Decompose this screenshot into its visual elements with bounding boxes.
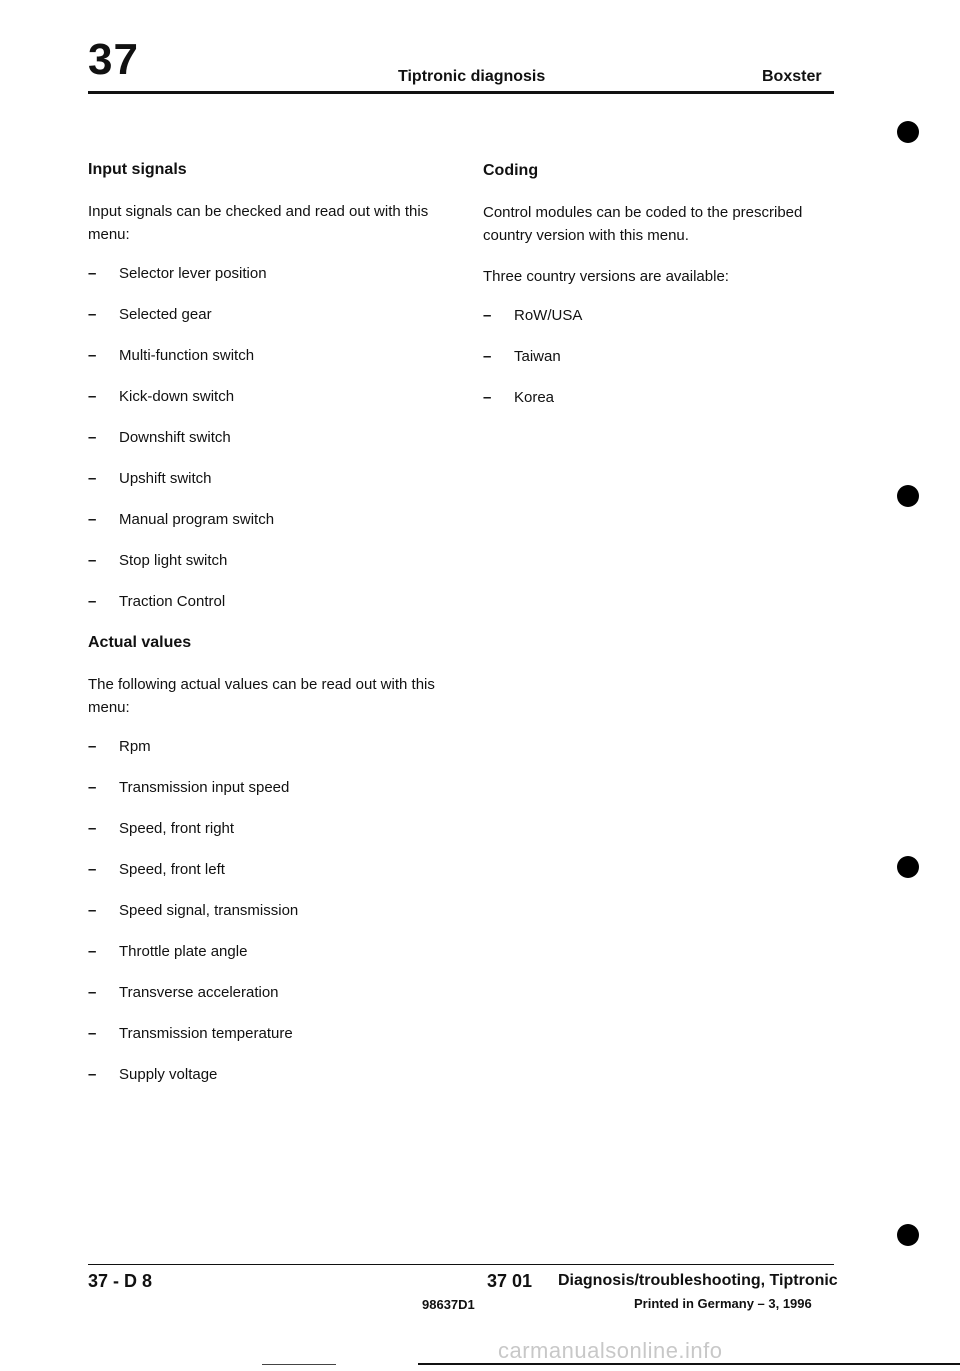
list-item: – Supply voltage [88,1065,438,1085]
list-item: – Rpm [88,737,438,757]
input-signals-heading: Input signals [88,161,187,178]
footer-title: Diagnosis/troubleshooting, Tiptronic [558,1272,838,1289]
input-signals-list [88,264,438,612]
list-item: – Speed, front left [88,860,438,880]
list-item: – RoW/USA [483,306,833,326]
list-item: – Taiwan [483,347,833,367]
group-code: 37 01 [487,1271,533,1291]
header-rule [88,91,834,94]
list-item: – Selected gear [88,305,438,325]
page-title: Tiptronic diagnosis [398,68,546,85]
list-item: – Throttle plate angle [88,942,438,962]
list-item: – Manual program switch [88,510,438,530]
list-item: – Downshift switch [88,428,438,448]
list-item: – Speed, front right [88,819,438,839]
bottom-rule [262,1364,336,1365]
coding-intro: Control modules can be coded to the prescribed country version with this menu. [483,204,803,244]
list-item: – Korea [483,388,833,408]
coding-heading: Coding [483,162,539,179]
list-item: – Selector lever position [88,264,438,284]
list-item: – Kick-down switch [88,387,438,407]
list-item: – Traction Control [88,592,438,612]
input-signals-intro: Input signals can be checked and read out with this menu: [88,203,429,243]
coding-list [483,306,833,408]
watermark: carmanualsonline.info [498,1338,723,1363]
actual-values-intro: The following actual values can be read out with this menu: [88,676,435,716]
list-item: – Upshift switch [88,469,438,489]
list-item: – Stop light switch [88,551,438,571]
page-number: 37 - D 8 [88,1271,153,1291]
list-item: – Transmission temperature [88,1024,438,1044]
section-number: 37 [88,35,139,84]
list-item: – Speed signal, transmission [88,901,438,921]
binder-hole [897,121,919,143]
actual-values-list [88,737,438,1085]
coding-intro-versions: Three country versions are available: [483,268,729,285]
print-info: Printed in Germany – 3, 1996 [634,1296,812,1311]
right-column [483,161,833,429]
footer-rule [88,1264,834,1265]
list-item: – Multi-function switch [88,346,438,366]
list-item: – Transmission input speed [88,778,438,798]
left-column [88,160,438,1106]
binder-hole [897,856,919,878]
model-name: Boxster [762,68,822,85]
actual-values-heading: Actual values [88,634,192,651]
document-id: 98637D1 [422,1297,475,1312]
binder-hole [897,1224,919,1246]
binder-hole [897,485,919,507]
list-item: – Transverse acceleration [88,983,438,1003]
